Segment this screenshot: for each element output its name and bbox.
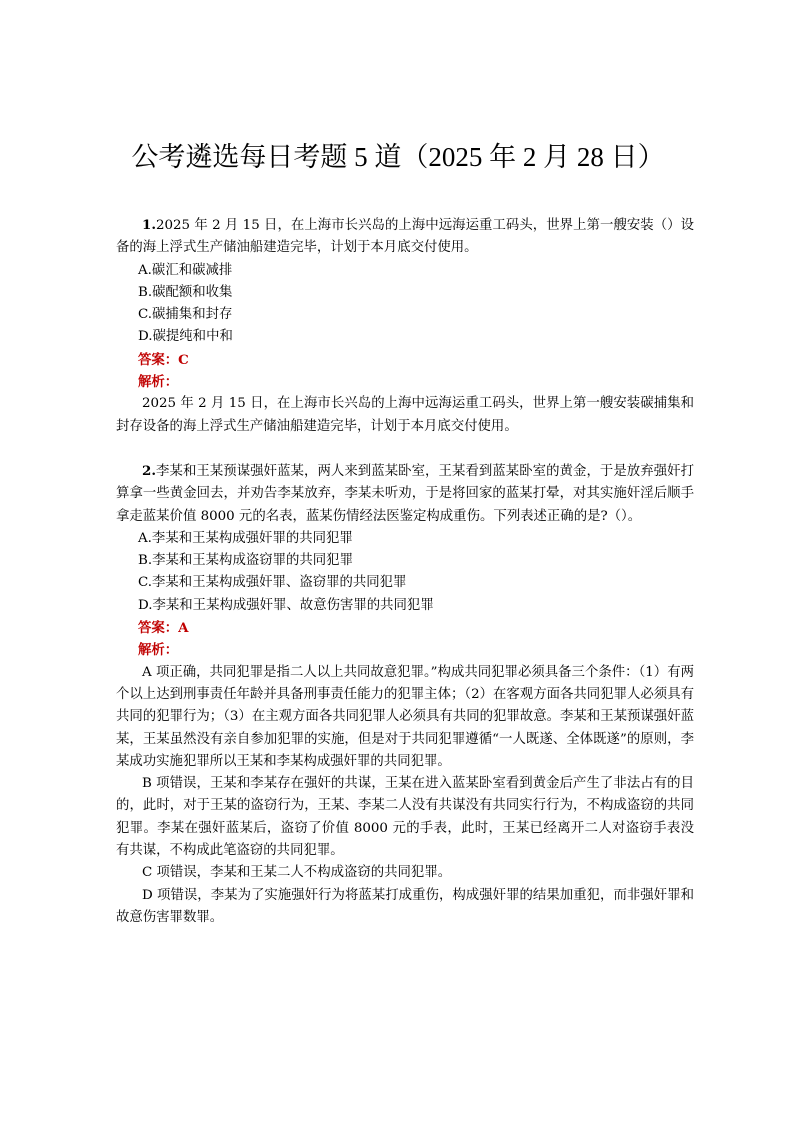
question-number: 1.	[142, 217, 156, 233]
question-text: 2025 年 2 月 15 日，在上海市长兴岛的上海中远海运重工码头，世界上第一艘安装（）设备的海上浮式生产储油船建造完毕，计划于本月底交付使用。	[116, 218, 694, 256]
spacer	[116, 438, 694, 460]
question-text: 李某和王某预谋强奸蓝某，两人来到蓝某卧室，王某看到蓝某卧室的黄金，于是放弃强奸打算拿一些黄金回去，并劝告李某放弃，李某未听劝，于是将回家的蓝某打晕，对其实施奸淫后顺手拿走蓝某价值 8000 元的名表，蓝某伤情经法医鉴定构成重伤。下列表述正确的是?（）。	[116, 463, 694, 524]
analysis-paragraph: B 项错误，王某和李某存在强奸的共谋，王某在进入蓝某卧室看到黄金后产生了非法占有的目的，此时，对于王某的盗窃行为，王某、李某二人没有共谋没有共同实行行为，不构成盗窃的共同犯罪。李某在强奸蓝某后，盗窃了价值 8000 元的手表，此时，王某已经离开二人对盗窃手表没有共谋，不构成此笔盗窃的共同犯罪。	[116, 776, 694, 859]
analysis-paragraph: D 项错误，李某为了实施强奸行为将蓝某打成重伤，构成强奸罪的结果加重犯，而非强奸罪和故意伤害罪数罪。	[116, 887, 694, 925]
analysis-paragraph: 2025 年 2 月 15 日，在上海市长兴岛的上海中远海运重工码头，世界上第一艘安装碳捕集和封存设备的海上浮式生产储油船建造完毕，计划于本月底交付使用。	[116, 396, 694, 434]
option-a: A.碳汇和碳减排	[138, 262, 233, 278]
analysis-label: 解析：	[138, 374, 179, 391]
question-2	[116, 460, 694, 929]
answer: 答案：A	[138, 620, 189, 637]
question-1	[116, 214, 694, 438]
question-stem	[116, 214, 694, 260]
option-b: B.碳配额和收集	[138, 284, 233, 300]
analysis-label: 解析：	[138, 642, 179, 659]
question-stem	[116, 460, 694, 528]
answer: 答案：C	[138, 351, 189, 368]
option-d: D.李某和王某构成强奸罪、故意伤害罪的共同犯罪	[138, 597, 434, 613]
analysis-paragraph: C 项错误，李某和王某二人不构成盗窃的共同犯罪。	[142, 865, 452, 881]
question-number: 2.	[142, 462, 156, 479]
option-c: C.李某和王某构成强奸罪、盗窃罪的共同犯罪	[138, 575, 407, 591]
analysis-paragraph: A 项正确，共同犯罪是指二人以上共同故意犯罪。”构成共同犯罪必须具备三个条件：（1）有两个以上达到刑事责任年龄并具备刑事责任能力的犯罪主体；（2）在客观方面各共同犯罪人必须具有共同的犯罪行为；（3）在主观方面各共同犯罪人必须具有共同的犯罪故意。李某和王某预谋强奸蓝某，王某虽然没有亲自参加犯罪的实施，但是对于共同犯罪遵循“一人既遂、全体既遂”的原则，李某成功实施犯罪所以王某和李某构成强奸罪的共同犯罪。	[116, 664, 694, 769]
option-d: D.碳提纯和中和	[138, 329, 233, 345]
document-body	[116, 214, 694, 929]
option-c: C.碳捕集和封存	[138, 307, 233, 323]
option-a: A.李某和王某构成强奸罪的共同犯罪	[138, 530, 353, 546]
option-b: B.李某和王某构成盗窃罪的共同犯罪	[138, 553, 353, 569]
page-title: 公考遴选每日考题 5 道（2025 年 2 月 28 日）	[131, 142, 665, 172]
